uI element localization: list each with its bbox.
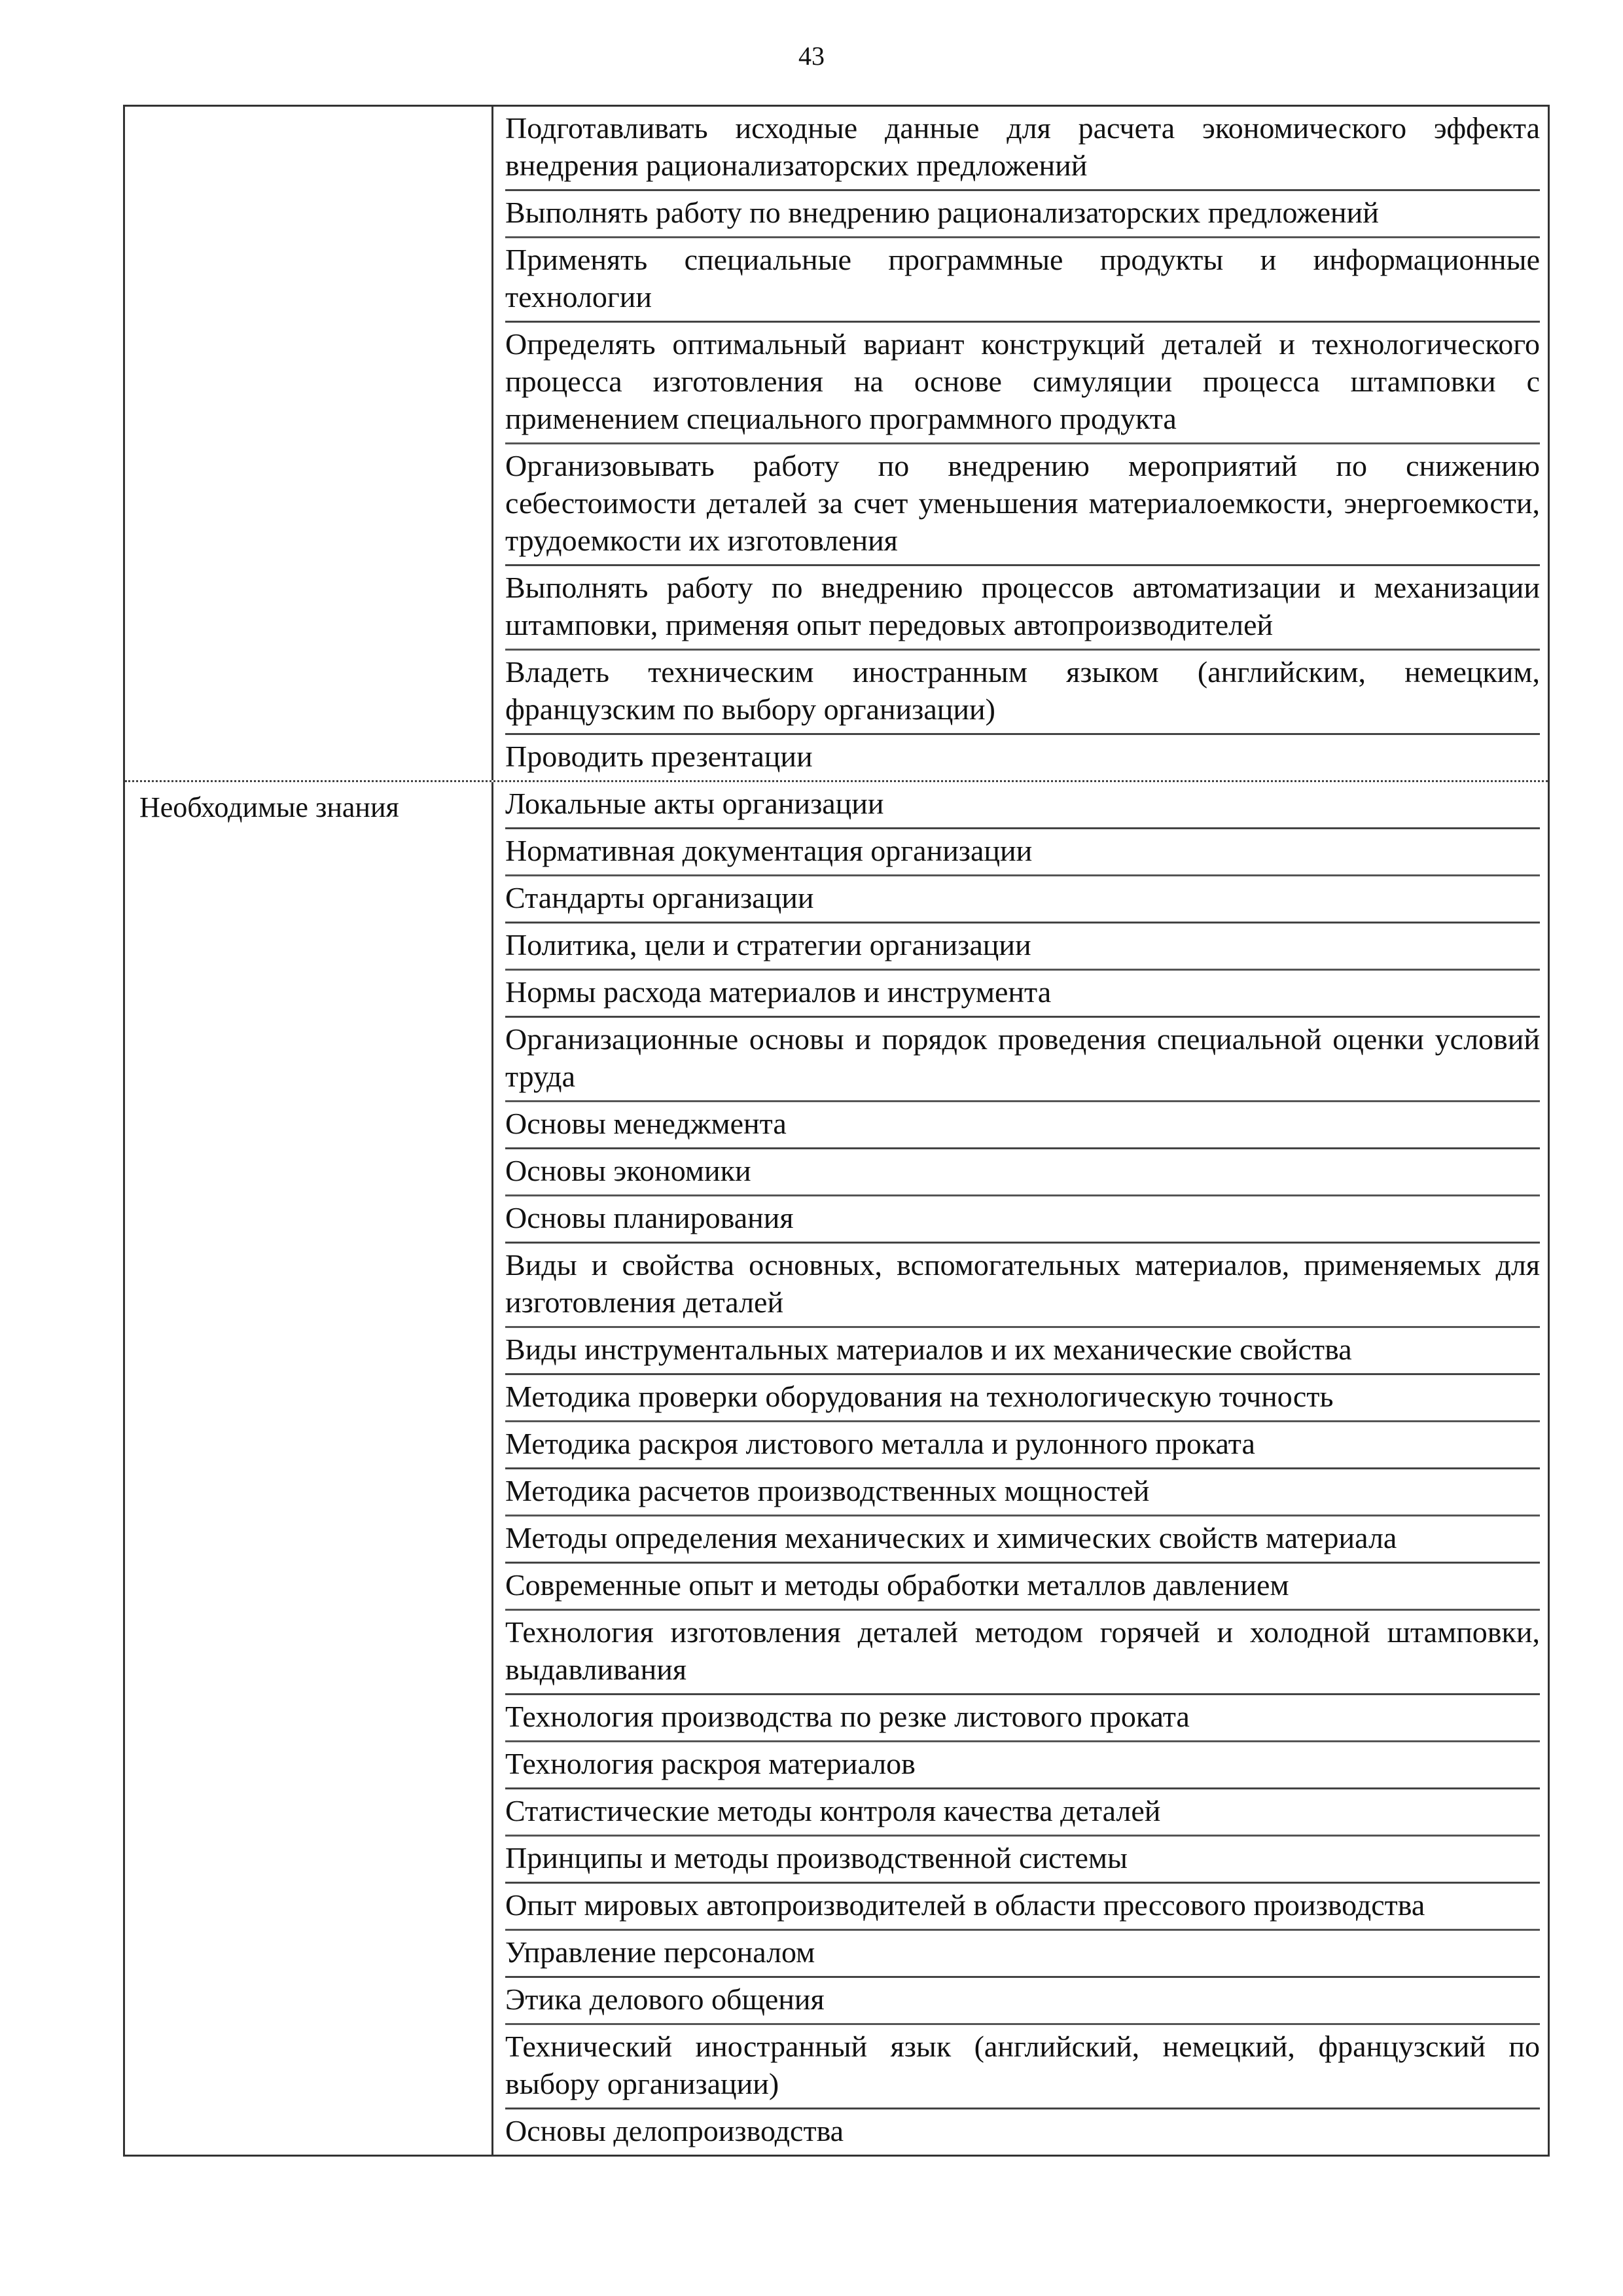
list-item: Принципы и методы производственной системы [505, 1837, 1540, 1884]
list-item: Технический иностранный язык (английский, немецкий, французский по выбору организации) [505, 2025, 1540, 2109]
list-item: Современные опыт и методы обработки металлов давлением [505, 1564, 1540, 1611]
list-item: Статистические методы контроля качества деталей [505, 1789, 1540, 1837]
list-item: Организационные основы и порядок проведения специальной оценки условий труда [505, 1018, 1540, 1102]
skills-section [125, 107, 1548, 780]
list-item: Технология раскроя материалов [505, 1742, 1540, 1789]
list-item: Основы планирования [505, 1196, 1540, 1244]
list-item: Опыт мировых автопроизводителей в области прессового производства [505, 1884, 1540, 1931]
list-item: Основы менеджмента [505, 1102, 1540, 1149]
requirements-table [123, 105, 1550, 2157]
list-item: Основы делопроизводства [505, 2114, 844, 2147]
list-item: Проводить презентации [505, 740, 813, 773]
section-label: Необходимые знания [125, 782, 493, 2155]
list-item: Нормы расхода материалов и инструмента [505, 971, 1540, 1018]
list-item: Подготавливать исходные данные для расчета экономического эффекта внедрения рационализаторских предложений [505, 107, 1540, 191]
knowledge-section [125, 780, 1548, 2155]
list-item: Стандарты организации [505, 876, 1540, 924]
list-item: Управление персоналом [505, 1931, 1540, 1978]
list-item: Технология производства по резке листового проката [505, 1695, 1540, 1742]
page-number: 43 [798, 41, 825, 71]
skills-list [493, 107, 1548, 780]
list-item: Основы экономики [505, 1149, 1540, 1196]
list-item: Методика раскроя листового металла и рулонного проката [505, 1422, 1540, 1469]
list-item: Выполнять работу по внедрению процессов автоматизации и механизации штамповки, применяя опыт передовых автопроизводителей [505, 566, 1540, 651]
list-item: Методика проверки оборудования на технологическую точность [505, 1375, 1540, 1422]
list-item: Методы определения механических и химических свойств материала [505, 1516, 1540, 1564]
list-item: Применять специальные программные продукты и информационные технологии [505, 238, 1540, 323]
list-item: Этика делового общения [505, 1978, 1540, 2025]
list-item: Технология изготовления деталей методом горячей и холодной штамповки, выдавливания [505, 1611, 1540, 1695]
list-item: Организовывать работу по внедрению мероприятий по снижению себестоимости деталей за счет уменьшения материалоемкости, энергоемкости, трудоемкости их изготовления [505, 444, 1540, 566]
list-item: Выполнять работу по внедрению рационализаторских предложений [505, 191, 1540, 238]
section-label [125, 107, 493, 780]
list-item: Политика, цели и стратегии организации [505, 924, 1540, 971]
list-item: Локальные акты организации [505, 782, 1540, 829]
knowledge-list [493, 782, 1548, 2155]
list-item: Нормативная документация организации [505, 829, 1540, 876]
list-item: Определять оптимальный вариант конструкций деталей и технологического процесса изготовления на основе симуляции процесса штамповки с применением специального программного продукта [505, 323, 1540, 444]
list-item: Методика расчетов производственных мощностей [505, 1469, 1540, 1516]
list-item: Владеть техническим иностранным языком (английским, немецким, французским по выбору организации) [505, 651, 1540, 735]
list-item: Виды инструментальных материалов и их механические свойства [505, 1328, 1540, 1375]
list-item: Виды и свойства основных, вспомогательных материалов, применяемых для изготовления деталей [505, 1244, 1540, 1328]
